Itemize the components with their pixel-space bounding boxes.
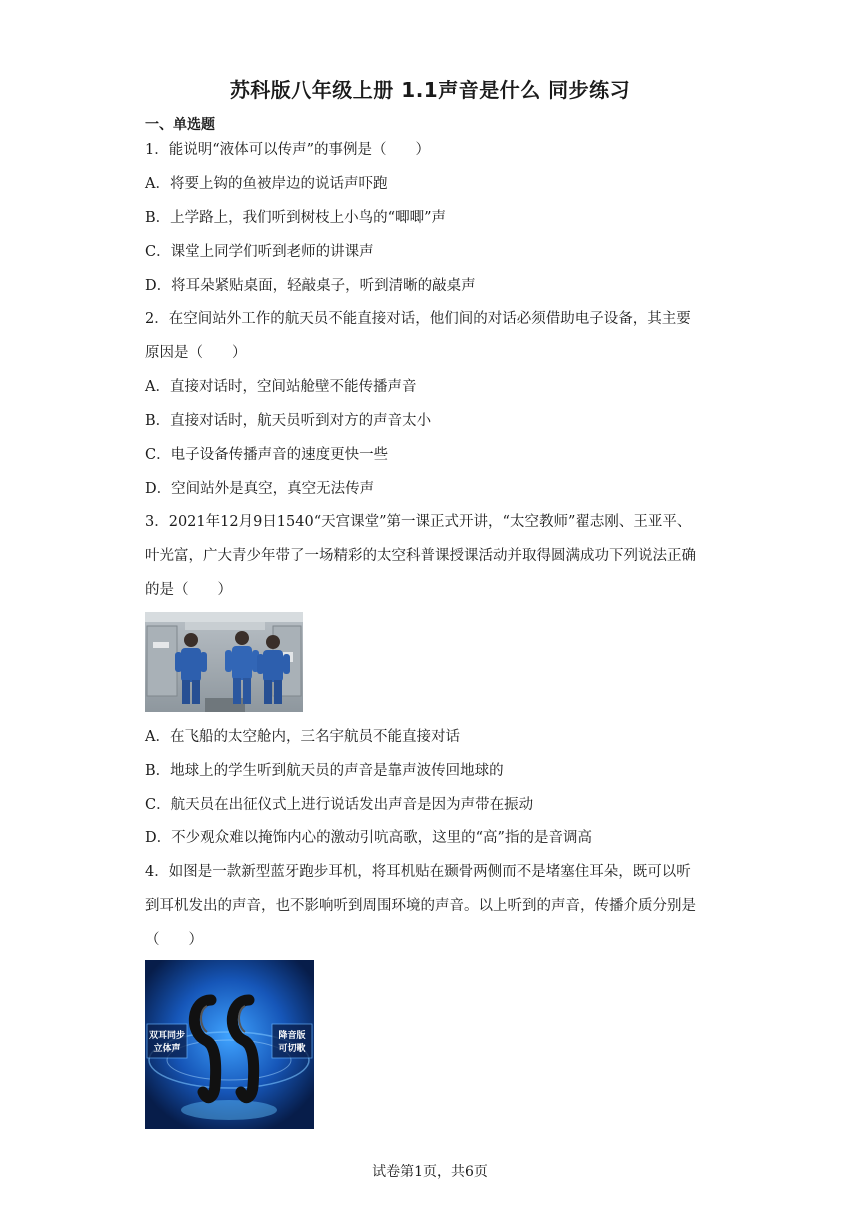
question-3-option-d: D．不少观众难以掩饰内心的激动引吭高歌，这里的“高”指的是音调高 <box>145 830 592 846</box>
earphone-left-label-1: 双耳同步 <box>148 1031 186 1041</box>
question-1-option-b: B．上学路上，我们听到树枝上小鸟的“唧唧”声 <box>145 210 446 226</box>
question-3-stem-line-1: 3．2021年12月9日1540“天宫课堂”第一课正式开讲，“太空教师”翟志刚、王亚平、 <box>145 514 692 530</box>
earphone-left-label-2: 立体声 <box>153 1044 181 1054</box>
question-1-stem: 1．能说明“液体可以传声”的事例是（ ） <box>145 142 431 158</box>
page-footer: 试卷第1页，共6页 <box>372 1164 488 1180</box>
section-heading: 一、单选题 <box>145 117 215 133</box>
question-1-option-a: A．将要上钩的鱼被岸边的说话声吓跑 <box>145 176 388 192</box>
question-3-option-c: C．航天员在出征仪式上进行说话发出声音是因为声带在振动 <box>145 797 534 813</box>
earphone-right-label-2: 可切歌 <box>278 1044 306 1054</box>
earphone-photo <box>145 960 314 1129</box>
question-2-option-b: B．直接对话时，航天员听到对方的声音太小 <box>145 413 432 429</box>
question-3-stem-line-2: 叶光富，广大青少年带了一场精彩的太空科普课授课活动并取得圆满成功下列说法正确 <box>145 548 696 564</box>
question-4-stem-line-1: 4．如图是一款新型蓝牙跑步耳机，将耳机贴在颞骨两侧而不是堵塞住耳朵，既可以听 <box>145 864 691 880</box>
question-4-stem-line-2: 到耳机发出的声音，也不影响听到周围环境的声音。以上听到的声音，传播介质分别是 <box>145 898 696 914</box>
question-2-stem-line-2: 原因是（ ） <box>145 345 247 361</box>
page-title: 苏科版八年级上册 1.1声音是什么 同步练习 <box>229 78 631 102</box>
question-4-stem-line-3: （ ） <box>145 932 203 948</box>
question-2-option-c: C．电子设备传播声音的速度更快一些 <box>145 447 389 463</box>
question-3-option-b: B．地球上的学生听到航天员的声音是靠声波传回地球的 <box>145 763 504 779</box>
question-1-option-d: D．将耳朵紧贴桌面，轻敲桌子，听到清晰的敲桌声 <box>145 278 476 294</box>
question-3-stem-line-3: 的是（ ） <box>145 582 232 598</box>
question-1-option-c: C．课堂上同学们听到老师的讲课声 <box>145 244 374 260</box>
question-2-option-d: D．空间站外是真空，真空无法传声 <box>145 481 375 497</box>
question-3-option-a: A．在飞船的太空舱内，三名宇航员不能直接对话 <box>145 729 460 745</box>
question-2-option-a: A．直接对话时，空间站舱壁不能传播声音 <box>145 379 417 395</box>
earphone-right-label-1: 降音版 <box>278 1031 306 1041</box>
astronauts-photo <box>145 612 303 712</box>
question-2-stem-line-1: 2．在空间站外工作的航天员不能直接对话，他们间的对话必须借助电子设备，其主要 <box>145 311 691 327</box>
